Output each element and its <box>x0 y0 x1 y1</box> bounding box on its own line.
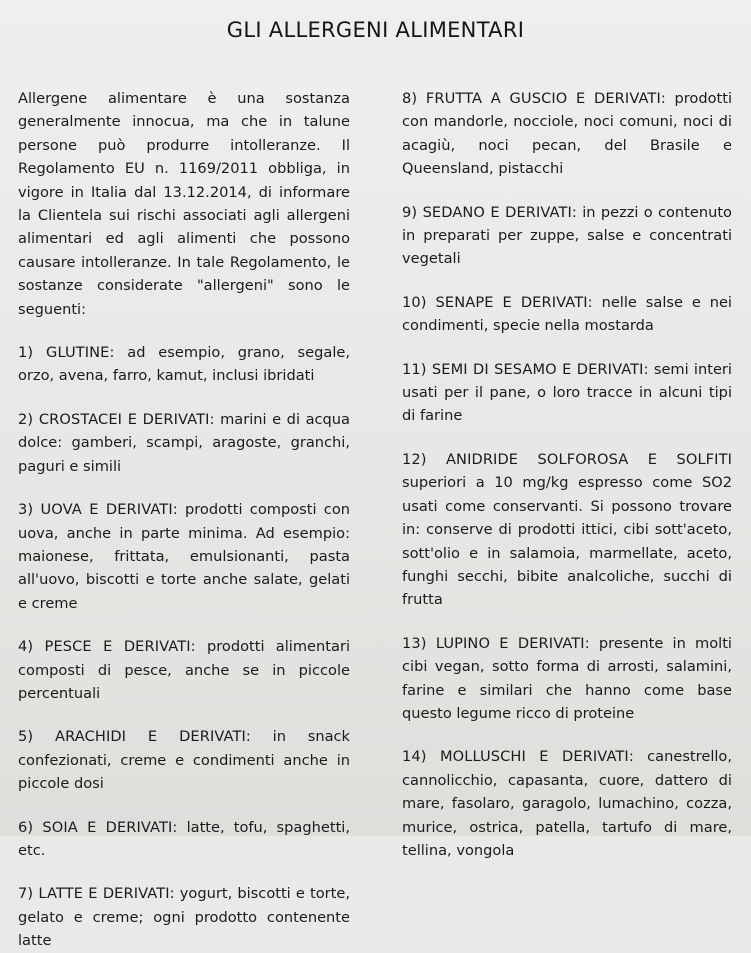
allergen-heading: 8) FRUTTA A GUSCIO E DERIVATI: <box>402 90 666 107</box>
allergen-description: prodotti con mandorle, nocciole, noci comuni, noci di acagiù, noci pecan, del Brasile e Queensland, pistacchi <box>402 90 733 178</box>
allergen-description: canestrello, cannolicchio, capasanta, cuore, dattero di mare, fasolaro, garagolo, lumachino, cozza, murice, ostrica, patella, tartufo di mare, tellina, vongola <box>402 748 732 859</box>
allergen-description: prodotti alimentari composti di pesce, anche se in piccole percentuali <box>18 638 351 702</box>
allergen-description: nelle salse e nei condimenti, specie nella mostarda <box>402 293 732 335</box>
allergen-description: superiori a 10 mg/kg espresso come SO2 usati come conservanti. Si possono trovare in: conserve di prodotti ittici, cibi sott'aceto, sott'olio e in salamoia, marmellate, aceto, funghi secchi, bibite analcoliche, succhi di frutta <box>402 474 732 609</box>
allergen-item-1 <box>18 341 350 388</box>
allergen-heading: 10) SENAPE E DERIVATI: <box>402 293 593 311</box>
allergen-description: marini e di acqua dolce: gamberi, scampi, aragoste, granchi, paguri e simili <box>18 410 350 475</box>
allergen-heading: 12) ANIDRIDE SOLFOROSA E SOLFITI <box>402 450 732 468</box>
allergen-item-11 <box>402 358 732 428</box>
left-column <box>18 87 350 953</box>
allergen-heading: 4) PESCE E DERIVATI: <box>18 638 196 656</box>
allergen-item-2 <box>18 408 350 478</box>
allergen-heading: 14) MOLLUSCHI E DERIVATI: <box>402 748 634 766</box>
allergen-item-3 <box>18 498 350 615</box>
allergen-item-4 <box>18 635 350 705</box>
allergen-description: latte, tofu, spaghetti, etc. <box>18 818 350 859</box>
allergen-description: in snack confezionati, creme e condimenti anche in piccole dosi <box>18 728 350 793</box>
allergen-item-6 <box>18 816 350 863</box>
intro-paragraph: Allergene alimentare è una sostanza generalmente innocua, ma che in talune persone può produrre intolleranze. Il Regolamento EU n. 1169/2011 obbliga, in vigore in Italia dal 13.12.2014, di informare la Clientela sui rischi associati agli allergeni alimentari ed agli alimenti che possono causare intolleranze. In tale Regolamento, le sostanze considerate "allergeni" sono le seguenti: <box>18 90 350 318</box>
allergen-item-13 <box>402 632 732 726</box>
allergen-heading: 1) GLUTINE: <box>18 344 115 362</box>
allergen-description: presente in molti cibi vegan, sotto forma di arrosti, salamini, farine e similari che hanno come base questo legume ricco di proteine <box>402 634 732 722</box>
allergen-heading: 5) ARACHIDI E DERIVATI: <box>18 728 251 746</box>
allergen-description: yogurt, biscotti e torte, gelato e creme; ogni prodotto contenente latte <box>18 885 350 950</box>
allergen-item-10 <box>402 291 732 338</box>
allergen-item-8 <box>402 87 732 181</box>
allergen-description: in pezzi o contenuto in preparati per zuppe, salse e concentrati vegetali <box>402 203 732 268</box>
allergen-item-5 <box>18 725 350 795</box>
allergen-heading: 13) LUPINO E DERIVATI: <box>402 634 590 652</box>
allergen-heading: 11) SEMI DI SESAMO E DERIVATI: <box>402 360 649 378</box>
allergen-description: prodotti composti con uova, anche in parte minima. Ad esempio: maionese, frittata, emulsionanti, pasta all'uovo, biscotti e torte anche salate, gelati e creme <box>18 501 350 612</box>
allergen-heading: 3) UOVA E DERIVATI: <box>18 501 178 519</box>
page-title: GLI ALLERGENI ALIMENTARI <box>226 18 525 42</box>
allergen-heading: 9) SEDANO E DERIVATI: <box>402 203 577 221</box>
allergen-heading: 2) CROSTACEI E DERIVATI: <box>18 410 215 428</box>
allergen-heading: 7) LATTE E DERIVATI: <box>18 885 175 903</box>
right-column <box>402 87 732 862</box>
allergen-item-14 <box>402 745 732 862</box>
allergen-heading: 6) SOIA E DERIVATI: <box>18 818 178 836</box>
allergen-description: semi interi usati per il pane, o loro tracce in alcuni tipi di farine <box>402 360 732 425</box>
allergen-item-7 <box>18 882 350 952</box>
allergen-item-12 <box>402 448 732 612</box>
allergen-item-9 <box>402 201 732 271</box>
allergen-description: ad esempio, grano, segale, orzo, avena, farro, kamut, inclusi ibridati <box>18 344 350 385</box>
